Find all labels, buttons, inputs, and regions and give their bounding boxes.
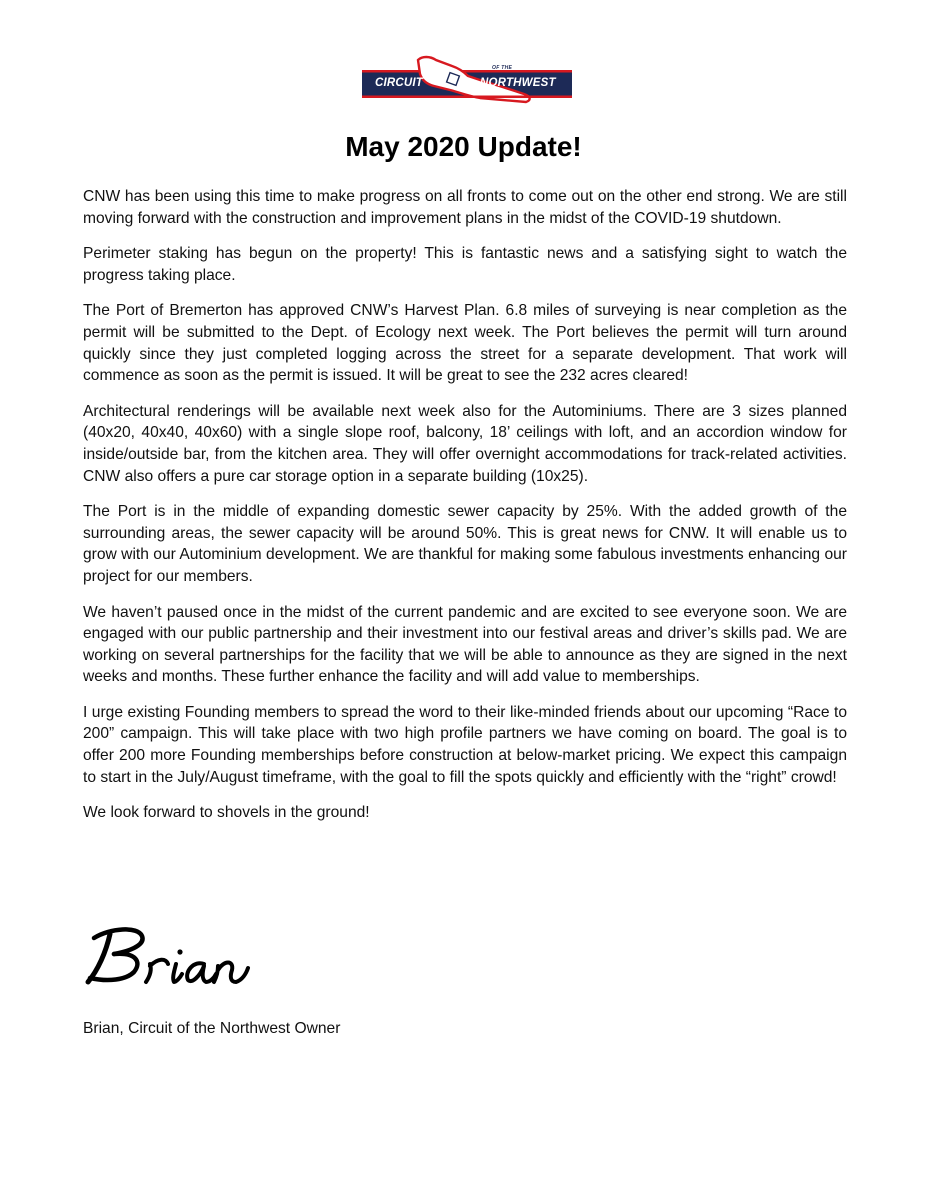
paragraph-4: Architectural renderings will be available next week also for the Autominiums. There are 3 sizes planned (40x20, 40x40, 40x60) with a single slope roof, balcony, 18’ ceilings with loft, and an accordion window for inside/outside bar, from the kitchen area. They will offer overnight accommodations for track-related activities. CNW also offers a pure car storage option in a separate building (10x25). xyxy=(83,402,847,485)
handwritten-signature xyxy=(80,918,280,998)
signoff-text: Brian, Circuit of the Northwest Owner xyxy=(83,1020,341,1037)
logo-circuit-text: CIRCUIT xyxy=(375,77,424,89)
paragraph-1: CNW has been using this time to make progress on all fronts to come out on the other end strong. We are still moving forward with the construction and improvement plans in the midst of the COVID-19 shutdown. xyxy=(83,188,847,227)
cnw-logo xyxy=(360,52,575,104)
paragraph-7: I urge existing Founding members to spread the word to their like-minded friends about our upcoming “Race to 200” campaign. This will take place with two high profile partners we have coming on board. The goal is to offer 200 more Founding memberships before construction at below-market pricing. We expect this campaign to start in the July/August timeframe, with the goal to fill the spots quickly and efficiently with the “right” crowd! xyxy=(83,703,847,786)
letter-body xyxy=(83,186,847,838)
paragraph-6: We haven’t paused once in the midst of the current pandemic and are excited to see everyone soon. We are engaged with our public partnership and their investment into our festival areas and driver’s skills pad. We are working on several partnerships for the facility that we will be able to announce as they are signed in the next weeks and months. These further enhance the facility and will add value to memberships. xyxy=(83,603,847,686)
paragraph-8: We look forward to shovels in the ground! xyxy=(83,804,370,822)
paragraph-3: The Port of Bremerton has approved CNW’s Harvest Plan. 6.8 miles of surveying is near completion as the permit will be submitted to the Dept. of Ecology next week. The Port believes the permit will turn around quickly since they just completed logging across the street for a separate development. That work will commence as soon as the permit is issued. It will be great to see the 232 acres cleared! xyxy=(83,302,847,385)
paragraph-2: Perimeter staking has begun on the property! This is fantastic news and a satisfying sight to watch the progress taking place. xyxy=(83,245,847,284)
logo-of-the-text: OF THE xyxy=(492,65,513,71)
logo-northwest-text: NORTHWEST xyxy=(480,77,556,89)
paragraph-5: The Port is in the middle of expanding domestic sewer capacity by 25%. With the added growth of the surrounding areas, the sewer capacity will be around 50%. This is great news for CNW. It will enable us to grow with our Autominium development. We are thankful for making some fabulous investments enhancing our project for our members. xyxy=(83,503,847,585)
page-title: May 2020 Update! xyxy=(345,131,582,162)
